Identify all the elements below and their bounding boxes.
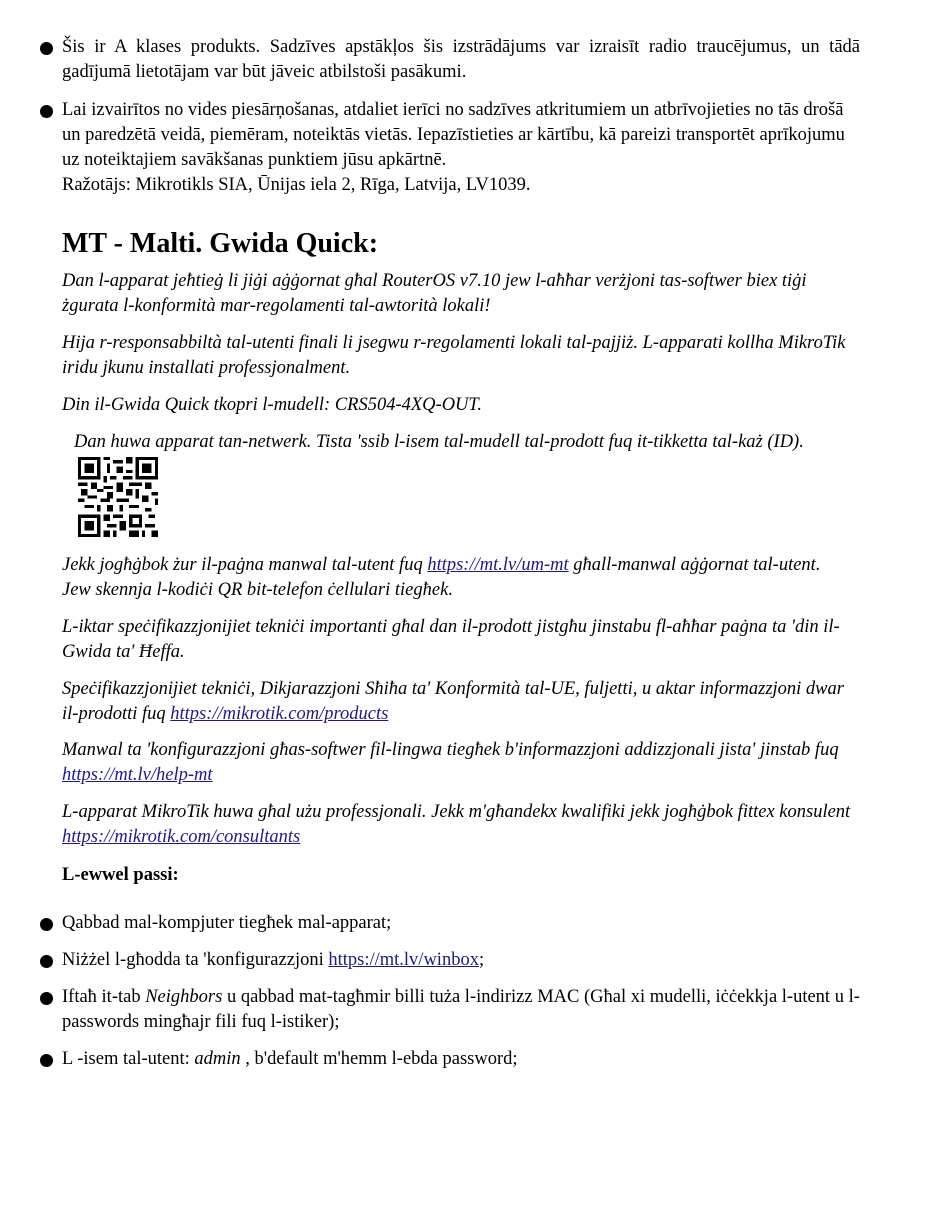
mt-paragraph-1: Dan l-apparat jeħtieġ li jiġi aġġornat għal RouterOS v7.10 jew l-aħħar verżjoni tas-softwer biex tiġi żgurata l-konformità mar-regolamenti tal-awtorità lokali! xyxy=(62,271,807,316)
p9-text-pre: L-apparat MikroTik huwa għal użu professjonali. Jekk m'għandekx kwalifiki jekk jogħġbok fittex konsulent xyxy=(62,802,851,822)
mt-paragraph-8 xyxy=(62,738,852,788)
bullet-dot-icon xyxy=(40,42,53,55)
first-steps-heading: L-ewwel passi: xyxy=(62,865,179,885)
p5-text-pre: Jekk jogħġbok żur il-paġna manwal tal-utent fuq xyxy=(62,555,428,575)
p7-text-pre: Speċifikazzjonijiet tekniċi, Dikjarazzjoni Sħiħa ta' Konformità tal-UE, fuljetti, u aktar informazzjoni dwar il-prodotti fuq xyxy=(62,679,844,724)
mt-paragraph-2: Hija r-responsabbiltà tal-utenti finali li jsegwu r-regolamenti lokali tal-pajjiż. L-apparati kollha MikroTik iridu jkunu installati professjonalment. xyxy=(62,333,846,378)
p5-text-post: għall-manwal aġġornat tal-utent. Jew skennja l-kodiċi QR bit-telefon ċellulari tiegħek. xyxy=(62,555,821,600)
lv-bullet-2-text: Lai izvairītos no vides piesārņošanas, atdaliet ierīci no sadzīves atkritumiem un atbrīvojieties no tās drošā un paredzētā veidā, piemēram, noteiktās vietās. Iepazīstieties ar kārtību, kā pareizi transportēt aprīkojumu uz noteiktajiem savākšanas punktiem jūsu apkārtnē. xyxy=(62,100,845,170)
step-3-text-pre: Iftaħ it-tab xyxy=(62,987,146,1007)
list-item xyxy=(38,1047,860,1072)
bullet-dot-icon xyxy=(40,918,53,931)
bullet-dot-icon xyxy=(40,992,53,1005)
admin-username: admin xyxy=(194,1049,241,1069)
mt-paragraph-3: Din il-Gwida Quick tkopri l-mudell: CRS504-4XQ-OUT. xyxy=(62,395,482,415)
list-item xyxy=(38,985,860,1035)
neighbors-tab-name: Neighbors xyxy=(145,987,223,1007)
lv-bullet-1-text: Šis ir A klases produkts. Sadzīves apstākļos šis izstrādājums var izraisīt radio traucējumus, un tādā gadījumā lietotājam var būt jāveic atbilstoši pasākumi. xyxy=(62,37,860,82)
list-item xyxy=(38,948,860,973)
winbox-link[interactable]: https://mt.lv/winbox xyxy=(328,950,479,970)
list-item xyxy=(38,911,860,936)
lv-bullet-list-2 xyxy=(38,98,860,198)
list-item xyxy=(38,98,860,198)
steps-list-2 xyxy=(38,948,860,973)
steps-list-4 xyxy=(38,1047,860,1072)
lv-bullet-list xyxy=(38,35,860,85)
p8-text-pre: Manwal ta 'konfigurazzjoni għas-softwer fil-lingwa tiegħek b'informazzjoni addizzjonali jista' jinstab fuq xyxy=(62,740,839,760)
user-manual-link[interactable]: https://mt.lv/um-mt xyxy=(427,555,569,575)
products-link[interactable]: https://mikrotik.com/products xyxy=(170,704,389,724)
qr-code-icon xyxy=(78,457,158,537)
steps-list xyxy=(38,911,860,936)
mt-paragraph-6: L-iktar speċifikazzjonijiet tekniċi importanti għal dan il-prodott jistgħu jinstabu fl-aħħar paġna ta 'din il-Gwida ta' Ħeffa. xyxy=(62,617,840,662)
help-link[interactable]: https://mt.lv/help-mt xyxy=(62,765,213,785)
step-4-text-post: , b'default m'hemm l-ebda password; xyxy=(240,1049,518,1069)
mt-paragraph-7 xyxy=(62,677,852,727)
steps-list-3 xyxy=(38,985,860,1035)
bullet-dot-icon xyxy=(40,105,53,118)
mt-paragraph-9 xyxy=(62,800,852,850)
mt-section-title: MT - Malti. Gwida Quick: xyxy=(62,228,379,259)
step-2-text-pre: Niżżel l-għodda ta 'konfigurazzjoni xyxy=(62,950,329,970)
mt-paragraph-4: Dan huwa apparat tan-netwerk. Tista 'ssib l-isem tal-mudell tal-prodott fuq it-tikketta tal-każ (ID). xyxy=(74,432,804,452)
step-1-text: Qabbad mal-kompjuter tiegħek mal-apparat; xyxy=(62,913,392,933)
step-3-text-post: u qabbad mat-tagħmir billi tuża l-indirizz MAC (Għal xi mudelli, iċċekkja l-utent u l-passwords mingħajr fili fuq l-istiker); xyxy=(62,987,860,1032)
lv-manufacturer: Ražotājs: Mikrotikls SIA, Ūnijas iela 2, Rīga, Latvija, LV1039. xyxy=(62,175,531,195)
list-item xyxy=(38,35,860,85)
bullet-dot-icon xyxy=(40,955,53,968)
bullet-dot-icon xyxy=(40,1054,53,1067)
mt-paragraph-5 xyxy=(62,553,852,603)
step-2-text-post: ; xyxy=(478,950,485,970)
step-4-text-pre: L -isem tal-utent: xyxy=(62,1049,195,1069)
consultants-link[interactable]: https://mikrotik.com/consultants xyxy=(62,827,301,847)
